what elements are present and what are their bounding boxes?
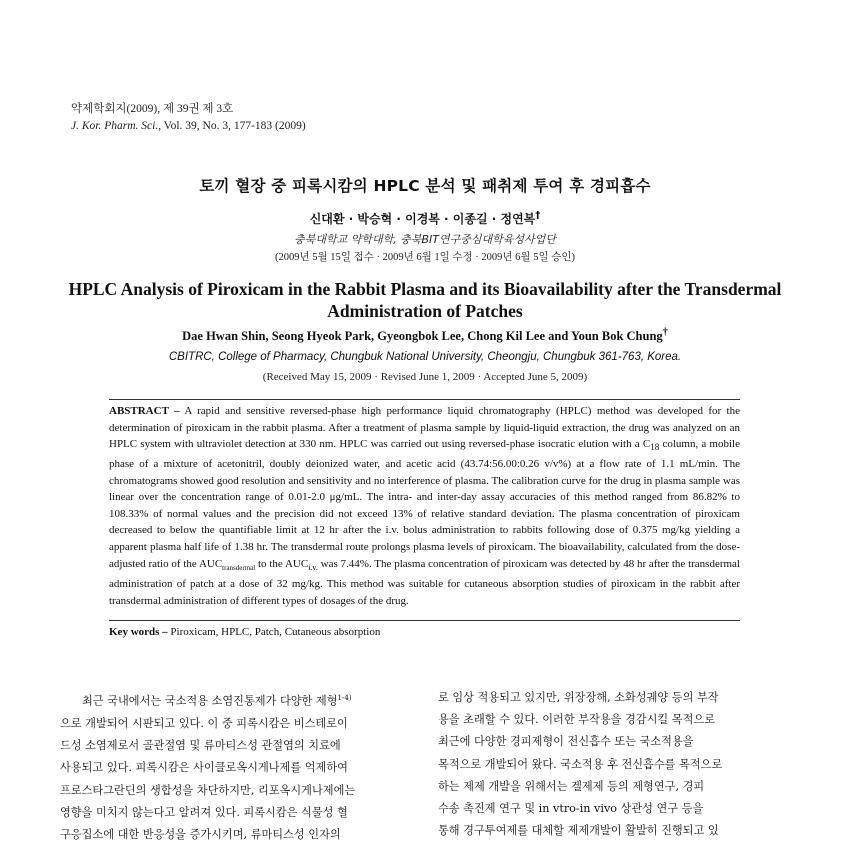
body-line: 프로스타그란딘의 생합성을 차단하지만, 리포옥시게나제에는 (60, 783, 356, 797)
body-left-column (60, 687, 414, 846)
journal-name: J. Kor. Pharm. Sci. (71, 120, 159, 132)
body-line: 구응집소에 대한 반응성을 증가시키며, 류마티스성 인자의 (60, 827, 341, 841)
body-line: 사용되고 있다. 피록시캄은 사이클로옥시게나제를 억제하여 (60, 761, 348, 775)
abstract-text-3: to the AUC (255, 557, 309, 570)
korean-dates: (2009년 5월 15일 접수 · 2009년 6월 1일 수정 · 2009년 6월 5일 승인) (274, 252, 575, 263)
body-line: 영향을 미치지 않는다고 알려져 있다. 피록시캄은 식물성 혈 (60, 805, 348, 819)
abstract-top-rule (109, 399, 740, 400)
english-dates: (Received May 15, 2009 · Revised June 1, 2009 · Accepted June 5, 2009) (262, 371, 588, 383)
english-authors (0, 327, 850, 344)
abstract-sub-3: i.v. (308, 562, 318, 572)
abstract-text-4: was 7.44%. The plasma concentration of piroxicam was detected by 48 hr after the transdermal administration of patch at a dose of 32 mg/kg. This method was suitable for cutaneous absorption studies of piroxicam in the rabbit after transdermal administration of different types of dosages of the drug. (109, 557, 740, 607)
body-line (60, 687, 414, 713)
body-line: 최근에 다양한 경피제형이 전신흡수 또는 국소적용을 (438, 735, 694, 749)
korean-title: 토끼 혈장 중 피록시캄의 HPLC 분석 및 패취제 투여 후 경피흡수 (199, 177, 651, 195)
abstract-text-2: column, a mobile phase of a mixture of acetonitril, doubly deionized water, and acetic acid (43.74:56.00:0.26 v/v%) at a flow rate of 1.1 mL/min. The chromatograms showed good resolution and sensitivity and no interference of plasma. The calibration curve for the drug in plasma sample was linear over the concentration range of 0.01-2.0 μg/mL. The intra- and inter-day assay accuracies of this method ranged from 86.82% to 108.33% of normal values and the precision did not exceed 13% of relative standard deviation. The plasma concentration of piroxicam decreased to below the quantifiable limit at 12 hr after the i.v. bolus administration to rabbits following dose of 0.375 mg/kg yielding a apparent plasma half life of 1.38 hr. The transdermal route prolongs plasma levels of piroxicam. The bioavailability, calculated from the dose-adjusted ratio of the AUC (109, 438, 740, 570)
body-line: 드성 소염제로서 골관절염 및 류마티스성 관절염의 치료에 (60, 739, 341, 753)
english-author-list: Dae Hwan Shin, Seong Hyeok Park, Gyeongbok Lee, Chong Kil Lee and Youn Bok Chung (182, 329, 663, 344)
abstract (109, 403, 740, 610)
corresponding-mark-en: † (662, 327, 668, 338)
english-affiliation: CBITRC, College of Pharmacy, Chungbuk National University, Cheongju, Chungbuk 361-763, Korea. (168, 351, 682, 363)
keywords-label: Key words – (109, 626, 168, 638)
journal-citation (71, 101, 306, 135)
body-line: 으로 개발되어 시판되고 있다. 이 중 피록시캄은 비스테로이 (60, 716, 348, 730)
body-line: 목적으로 개발되어 왔다. 국소적용 후 전신흡수를 목적으로 (438, 757, 723, 771)
journal-english-line (71, 118, 306, 135)
abstract-sub-1: 18 (650, 442, 660, 453)
body-text: 최근 국내에서는 국소적용 소염진통제가 다양한 제형 (82, 694, 338, 708)
body-line: 로 임상 적용되고 있지만, 위장장해, 소화성궤양 등의 부작 (438, 691, 719, 704)
abstract-text-1: A rapid and sensitive reversed-phase high performance liquid chromatography (HPLC) method was developed for the determination of piroxicam in the rabbit plasma. After a treatment of plasma sample by liquid-liquid extraction, the drug was analyzed on an HPLC system with ultraviolet detection at 330 nm. HPLC was carried out using reversed-phase isocratic elution with a C (109, 405, 740, 451)
abstract-sub-2: transdermal (222, 563, 256, 572)
english-title: HPLC Analysis of Piroxicam in the Rabbit Plasma and its Bioavailability after the Transdermal Administration of Patches (68, 279, 782, 321)
abstract-bottom-rule (109, 620, 740, 621)
body-line: 하는 제제 개발을 위해서는 겔제제 등의 제형연구, 경피 (438, 779, 705, 793)
keywords (109, 626, 740, 638)
body-line: 용을 초래할 수 있다. 이러한 부작용을 경감시킬 목적으로 (438, 713, 716, 727)
corresponding-mark: † (535, 210, 541, 221)
korean-author-list: 신대환 · 박승혁 · 이경복 · 이종길 · 정연복 (309, 212, 536, 226)
journal-korean-line: 약제학회지(2009), 제 39권 제 3호 (71, 103, 234, 115)
abstract-label: ABSTRACT – (109, 405, 180, 417)
body-right-column (438, 687, 794, 842)
body-line: 수송 촉진제 연구 및 in vtro-in vivo 상관성 연구 등을 (438, 802, 704, 816)
citation-sup: 1-4) (337, 694, 352, 702)
body-line: 통해 경구투여제를 대체할 제제개발이 활발히 진행되고 있 (438, 824, 719, 838)
keywords-text: Piroxicam, HPLC, Patch, Cutaneous absorption (167, 626, 381, 638)
korean-authors (0, 210, 850, 227)
journal-volume: , Vol. 39, No. 3, 177-183 (2009) (158, 120, 306, 132)
korean-affiliation: 충북대학교 약학대학, 충북BIT연구중심대학육성사업단 (294, 233, 556, 246)
